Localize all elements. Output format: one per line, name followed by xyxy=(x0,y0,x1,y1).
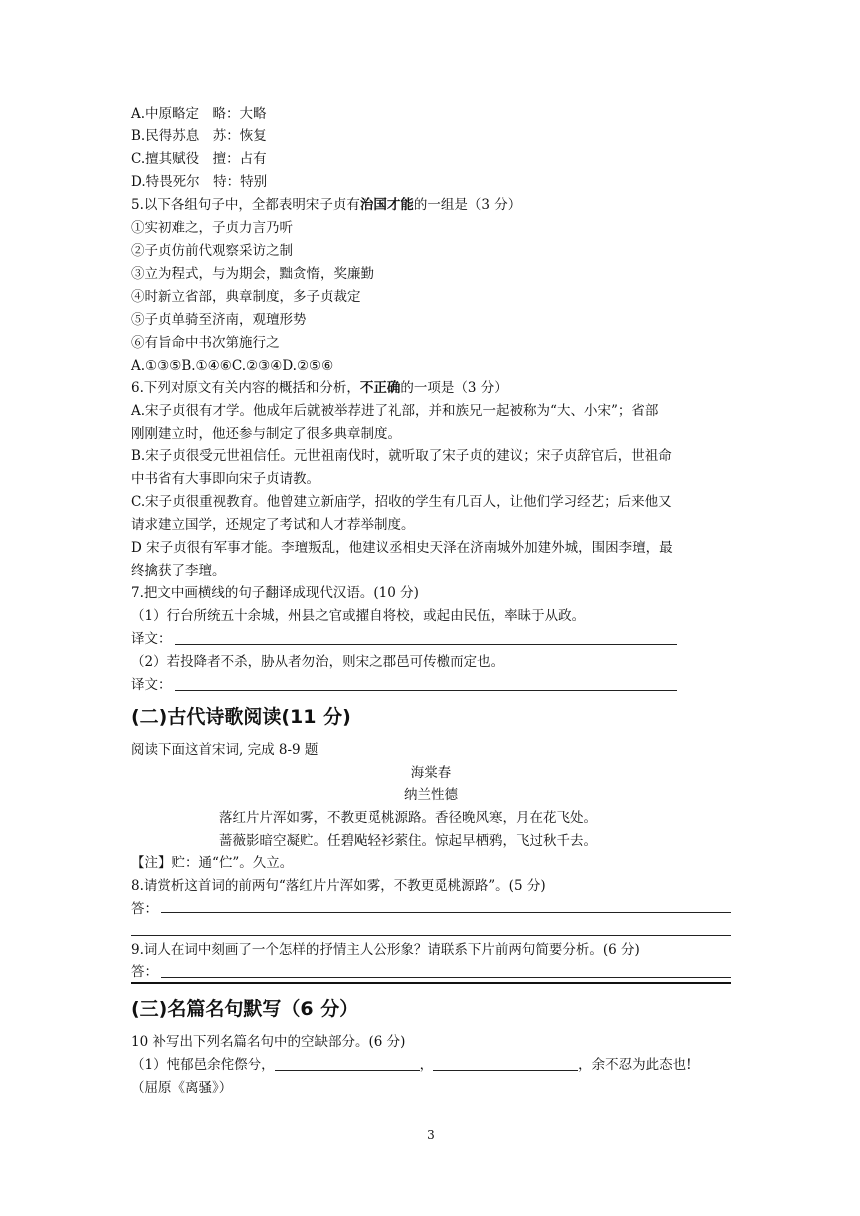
q7-answer-label-1: 译文： xyxy=(131,631,172,647)
fill-blank-1[interactable] xyxy=(275,1056,420,1071)
q8-answer-label: 答： xyxy=(131,901,158,917)
q8-answer-line-2 xyxy=(131,935,731,936)
section-3-heading: (三)名篇名句默写（6 分） xyxy=(131,998,359,1020)
section-2-intro: 阅读下面这首宋词, 完成 8-9 题 xyxy=(131,742,319,758)
page-number: 3 xyxy=(427,1128,435,1142)
poem-note: 【注】贮：通“伫”。久立。 xyxy=(131,855,294,871)
q6-line: 中书省有大事即向宋子贞请教。 xyxy=(131,471,320,487)
q7-answer-line-1 xyxy=(175,644,677,645)
q6-line: 刚刚建立时，他还参与制定了很多典章制度。 xyxy=(131,426,401,442)
section-divider xyxy=(131,982,731,984)
q7-answer-label-2: 译文： xyxy=(131,677,172,693)
q6-line: B.宋子贞很受元世祖信任。元世祖南伐时，就听取了宋子贞的建议；宋子贞辞官后，世祖命 xyxy=(131,448,672,464)
q5-item: ①实初难之，子贞力言乃听 xyxy=(131,220,293,236)
q10-item-1-source: （屈原《离骚》） xyxy=(131,1080,233,1096)
q5-item: ④时新立省部，典章制度，多子贞裁定 xyxy=(131,289,361,305)
poem-author: 纳兰性德 xyxy=(404,787,458,803)
section-2-heading: (二)古代诗歌阅读(11 分) xyxy=(131,706,351,728)
document-page xyxy=(131,0,731,1216)
q10-item-1: （1）忳郁邑余侘傺兮， ， ，余不忍为此态也! xyxy=(131,1057,692,1073)
q4-option-b: B.民得苏息 苏：恢复 xyxy=(131,128,267,144)
q6-line: C.宋子贞很重视教育。他曾建立新庙学，招收的学生有几百人，让他们学习经艺；后来他又 xyxy=(131,494,672,510)
q5-item: ②子贞仿前代观察采访之制 xyxy=(131,243,293,259)
q4-option-d: D.特畏死尔 特：特别 xyxy=(131,174,268,190)
q6-line: A.宋子贞很有才学。他成年后就被举荐进了礼部，并和族兄一起被称为“大、小宋”；省部 xyxy=(131,403,659,419)
fill-blank-2[interactable] xyxy=(433,1056,578,1071)
q5-item: ⑤子贞单骑至济南，观璮形势 xyxy=(131,312,307,328)
poem-line: 落红片片浑如雾，不教更觅桃源路。香径晚风寒，月在花飞处。 xyxy=(219,810,597,826)
poem-line: 蔷薇影暗空凝贮。任碧飐轻衫萦住。惊起早栖鸦，飞过秋千去。 xyxy=(219,833,597,849)
q5-choices: A.①③⑤B.①④⑥C.②③④D.②⑤⑥ xyxy=(131,358,334,374)
q8-stem: 8.请赏析这首词的前两句“落红片片浑如雾，不教更觅桃源路”。(5 分) xyxy=(131,878,546,894)
q5-stem: 5.以下各组句子中，全都表明宋子贞有治国才能的一组是（3 分） xyxy=(131,197,522,213)
q7-sentence-1: （1）行台所统五十余城，州县之官或擢自将校，或起由民伍，率昧于从政。 xyxy=(131,608,586,624)
q9-stem: 9.词人在词中刻画了一个怎样的抒情主人公形象？请联系下片前两句简要分析。(6 分) xyxy=(131,942,640,958)
q9-answer-line xyxy=(161,977,731,978)
q7-stem: 7.把文中画横线的句子翻译成现代汉语。(10 分) xyxy=(131,585,419,601)
q4-option-a: A.中原略定 略：大略 xyxy=(131,106,267,122)
q5-item: ⑥有旨命中书次第施行之 xyxy=(131,335,280,351)
q9-answer-label: 答： xyxy=(131,964,158,980)
q6-line: 终擒获了李璮。 xyxy=(131,563,226,579)
poem-title: 海棠春 xyxy=(410,765,452,781)
q5-item: ③立为程式，与为期会，黜贪惰，奖廉勤 xyxy=(131,266,374,282)
q6-stem: 6.下列对原文有关内容的概括和分析，不正确的一项是（3 分） xyxy=(131,380,508,396)
q8-answer-line-1 xyxy=(161,912,731,913)
q4-option-c: C.擅其赋役 擅：占有 xyxy=(131,151,267,167)
q10-stem: 10 补写出下列名篇名句中的空缺部分。(6 分) xyxy=(131,1034,406,1050)
q6-line: D 宋子贞很有军事才能。李璮叛乱，他建议丞相史天泽在济南城外加建外城，围困李璮，最 xyxy=(131,540,673,556)
q7-sentence-2: （2）若投降者不杀，胁从者勿治，则宋之郡邑可传檄而定也。 xyxy=(131,654,505,670)
q7-answer-line-2 xyxy=(175,690,677,691)
q6-line: 请求建立国学，还规定了考试和人才荐举制度。 xyxy=(131,517,415,533)
